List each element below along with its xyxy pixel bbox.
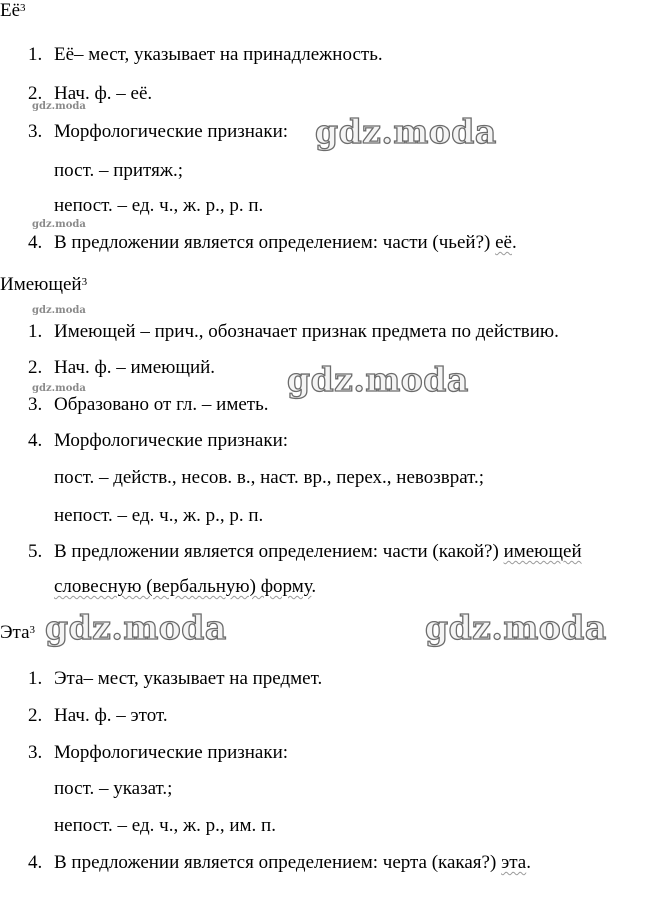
list-item: 3. Образовано от гл. – иметь.	[28, 394, 269, 415]
list-item: 3. Морфологические признаки:	[28, 121, 289, 142]
footnote-marker: 3	[20, 2, 26, 14]
section-title-imeyushchey: Имеющей$^3$	[0, 274, 88, 295]
footnote-marker: 3	[81, 276, 88, 288]
watermark-logo: gdz.moda	[45, 608, 227, 647]
watermark-logo: gdz.moda	[287, 360, 469, 399]
list-item: 2. Нач. ф. – её.	[28, 83, 153, 104]
list-subitem: непост. – ед. ч., ж. р., р. п.	[54, 505, 264, 526]
list-item: 4. В предложении является определением: части (чьей?) её.	[28, 232, 517, 253]
watermark-logo: gdz.moda	[32, 305, 86, 316]
list-item: 2. Нач. ф. – имеющий.	[28, 357, 216, 378]
list-subitem: непост. – ед. ч., ж. р., р. п.	[54, 195, 264, 216]
list-subitem: пост. – действ., несов. в., наст. вр., перех., невозврат.;	[54, 467, 485, 488]
list-subitem: пост. – указат.;	[54, 778, 173, 799]
list-subitem: непост. – ед. ч., ж. р., им. п.	[54, 815, 276, 836]
list-item: 2. Нач. ф. – этот.	[28, 705, 168, 726]
list-item: 5. В предложении является определением: части (какой?) имеющей	[28, 541, 582, 562]
section-title-eyo: $Её^3$	[0, 0, 26, 21]
watermark-logo: gdz.moda	[32, 101, 86, 112]
list-item: 1. Её– мест, указывает на принадлежность.	[28, 44, 383, 65]
watermark-logo: gdz.moda	[425, 608, 607, 647]
footnote-marker: 3	[29, 624, 36, 636]
list-continuation: словесную (вербальную) форму.	[54, 576, 317, 597]
watermark-logo: gdz.moda	[315, 112, 497, 151]
section-title-eta: Эта$^3$	[0, 622, 36, 643]
list-subitem: пост. – притяж.;	[54, 160, 183, 181]
list-item: 4. В предложении является определением: черта (какая?) эта.	[28, 852, 531, 873]
list-item: 1. Имеющей – прич., обозначает признак предмета по действию.	[28, 321, 559, 342]
watermark-logo: gdz.moda	[32, 219, 86, 230]
list-item: 3. Морфологические признаки:	[28, 742, 289, 763]
watermark-logo: gdz.moda	[32, 383, 86, 394]
list-item: 4. Морфологические признаки:	[28, 430, 289, 451]
list-item: 1. Эта– мест, указывает на предмет.	[28, 668, 323, 689]
